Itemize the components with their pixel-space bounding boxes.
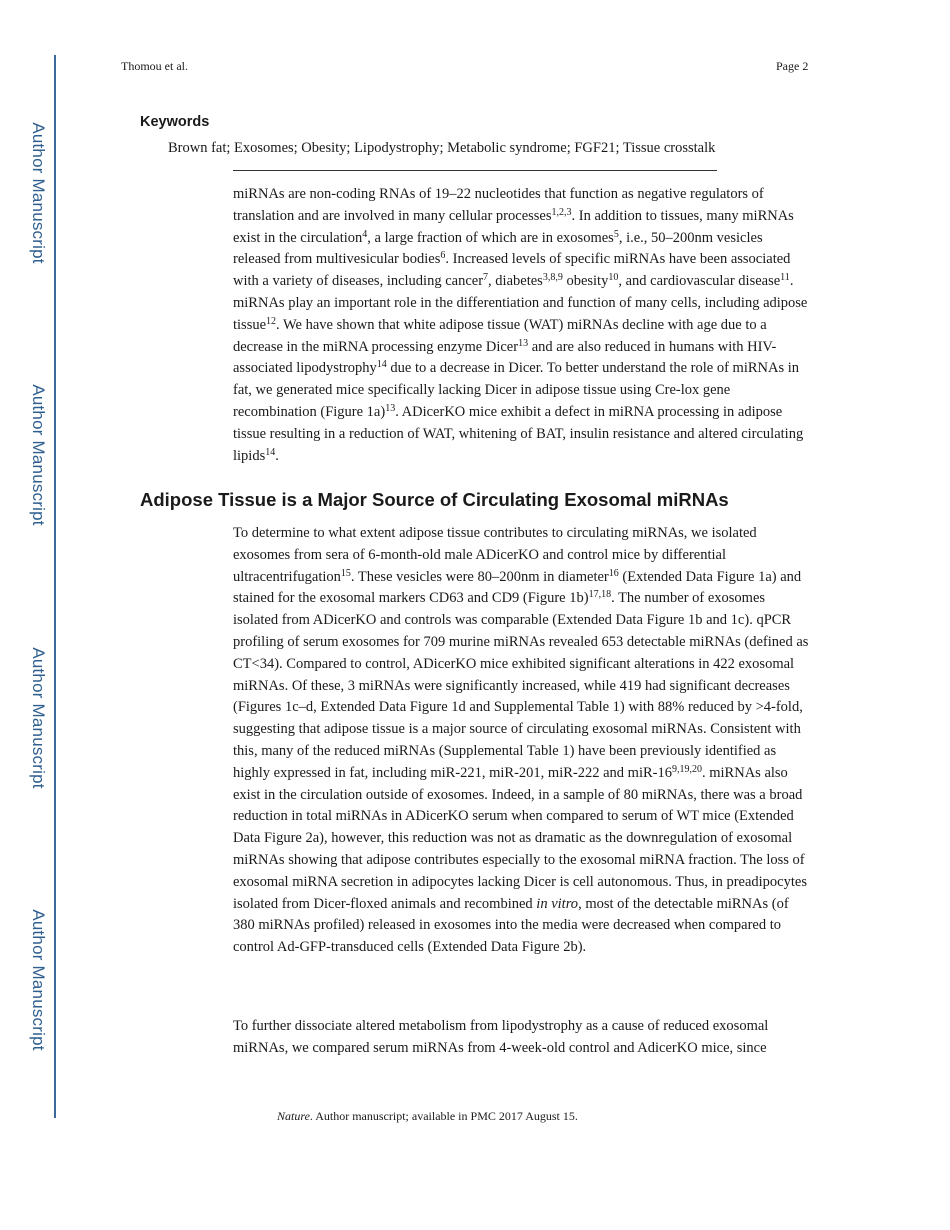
intro-paragraph: miRNAs are non-coding RNAs of 19–22 nucleotides that function as negative regulators of translation and are involved in many cellular processes$^{1,2,3}$. In addition to tissues, many miRNAs exist in the circulation$^4$, a large fraction of which are in exosomes$^5$, i.e., 50–200nm vesicles released from multivesicular bodies$^6$. Increased levels of specific miRNAs have been associated with a variety of diseases, including cancer$^7$, diabetes$^{3,8,9}$ obesity$^{10}$, and cardiovascular disease$^{11}$. miRNAs play an important role in the differentiation and function of many cells, including adipose tissue$^{12}$. We have shown that white adipose tissue (WAT) miRNAs decline with age due to a decrease in the miRNA processing enzyme Dicer$^{13}$ and are also reduced in humans with HIV-associated lipodystrophy$^{14}$ due to a decrease in Dicer. To better understand the role of miRNAs in fat, we generated mice specifically lacking Dicer in adipose tissue using Cre-lox gene recombination (Figure 1a)$^{13}$. ADicerKO mice exhibit a defect in miRNA processing in adipose tissue resulting in a reduction of WAT, whitening of BAT, insulin resistance and altered circulating lipids$^{14}$. <box>233 186 808 464</box>
keywords-text: Brown fat; Exosomes; Obesity; Lipodystrophy; Metabolic syndrome; FGF21; Tissue crosstalk <box>168 140 716 156</box>
footer-availability: . Author manuscript; available in PMC 2017 August 15. <box>309 1109 578 1123</box>
section-heading: Adipose Tissue is a Major Source of Circulating Exosomal miRNAs <box>140 489 729 510</box>
footer-journal: Nature <box>277 1109 310 1123</box>
margin-rule <box>54 55 56 1118</box>
keywords-divider <box>233 170 717 171</box>
page-number: Page 2 <box>776 59 809 73</box>
keywords-title: Keywords <box>140 114 210 130</box>
running-header-authors: Thomou et al. <box>121 59 188 73</box>
section-paragraph-1: To determine to what extent adipose tissue contributes to circulating miRNAs, we isolated exosomes from sera of 6-month-old male ADicerKO and control mice by differential ultracentrifugation$^{15}$. These vesicles were 80–200nm in diameter$^{16}$ (Extended Data Figure 1a) and stained for the exosomal markers CD63 and CD9 (Figure 1b)$^{17,18}$. The number of exosomes isolated from ADicerKO and controls was comparable (Extended Data Figure 1b and 1c). qPCR profiling of serum exosomes for 709 murine miRNAs revealed 653 detectable miRNAs (defined as CT<34). Compared to control, ADicerKO mice exhibited significant alterations in 422 exosomal miRNAs. Of these, 3 miRNAs were significantly increased, while 419 had significant decreases (Figures 1c–d, Extended Data Figure 1d and Supplemental Table 1) with 88% reduced by >4-fold, suggesting that adipose tissue is a major source of circulating exosomal miRNAs. Consistent with this, many of the reduced miRNAs (Supplemental Table 1) have been previously identified as highly expressed in fat, including miR-221, miR-201, miR-222 and miR-16$^{9,19,20}$. miRNAs also exist in the circulation outside of exosomes. Indeed, in a sample of 80 miRNAs, there was a broad reduction in total miRNAs in ADicerKO serum when compared to serum of WT mice (Extended Data Figure 2a), however, this reduction was not as dramatic as the downregulation of exosomal miRNAs showing that adipose contributes especially to the exosomal miRNA fraction. The loss of exosomal miRNA secretion in adipocytes lacking Dicer is cell autonomous. Thus, in preadipocytes isolated from Dicer-floxed animals and recombined in vitro, most of the detectable miRNAs (of 380 miRNAs profiled) released in exosomes into the media were decreased when compared to control Ad-GFP-transduced cells (Extended Data Figure 2b). <box>233 525 809 956</box>
section-paragraph-2: To further dissociate altered metabolism from lipodystrophy as a cause of reduced exosomal miRNAs, we compared serum miRNAs from 4-week-old control and AdicerKO mice, since <box>233 1018 769 1056</box>
